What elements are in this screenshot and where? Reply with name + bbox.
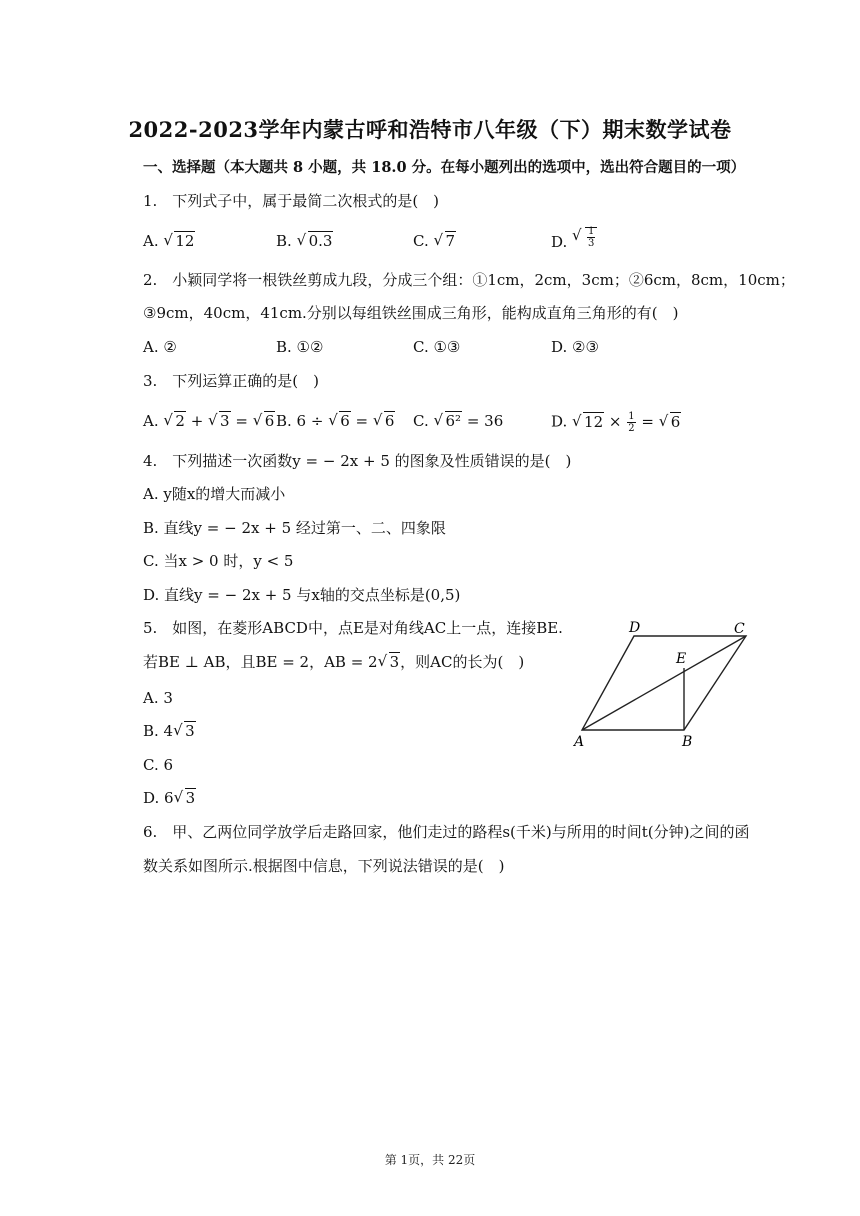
- question-1-stem: 1. 下列式子中，属于最简二次根式的是( ): [143, 192, 440, 210]
- question-6-stem-line1: 6. 甲、乙两位同学放学后走路回家，他们走过的路程s(千米)与所用的时间t(分钟)之间的函: [143, 823, 750, 841]
- question-4-option-c: C. 当x > 0 时，y < 5: [143, 552, 294, 570]
- vertex-label-c: C: [734, 621, 745, 637]
- question-3-option-a: A. √ 2 + √ 3 = √ 6: [143, 411, 275, 431]
- question-6-stem-line2: 数关系如图所示.根据图中信息，下列说法错误的是( ): [143, 857, 505, 875]
- question-4-option-b: B. 直线y = − 2x + 5 经过第一、二、四象限: [143, 519, 446, 537]
- vertex-label-a: A: [574, 734, 585, 750]
- rhombus-figure: [566, 616, 766, 752]
- vertex-label-b: B: [682, 734, 693, 750]
- question-3-option-b: B. 6 ÷ √ 6 = √ 6: [276, 411, 395, 431]
- question-4-option-d: D. 直线y = − 2x + 5 与x轴的交点坐标是(0,5): [143, 586, 461, 604]
- vertex-label-d: D: [629, 620, 641, 636]
- question-3-stem: 3. 下列运算正确的是( ): [143, 372, 320, 390]
- page-footer: 第 1页，共 22页: [384, 1153, 476, 1167]
- question-2-stem-line2: ③9cm，40cm，41cm.分别以每组铁丝围成三角形，能构成直角三角形的有( ): [143, 304, 679, 322]
- question-5-option-b: B. 4√ 3: [143, 721, 196, 741]
- question-2-stem-line1: 2. 小颖同学将一根铁丝剪成九段，分成三个组：①1cm，2cm，3cm；②6cm，8cm，10cm；: [143, 271, 795, 289]
- question-5-stem-line1: 5. 如图，在菱形ABCD中，点E是对角线AC上一点，连接BE.: [143, 619, 563, 637]
- section-heading-choice: 一、选择题（本大题共 8 小题，共 18.0 分。在每小题列出的选项中，选出符合题目的一项）: [143, 159, 746, 176]
- point-label-e: E: [676, 651, 687, 667]
- question-5-option-c: C. 6: [143, 756, 174, 774]
- question-5-option-d: D. 6√ 3: [143, 788, 196, 808]
- page-title: 2022-2023学年内蒙古呼和浩特市八年级（下）期末数学试卷: [128, 117, 732, 142]
- question-2-option-d: D. ②③: [551, 338, 599, 356]
- question-1-option-c: C. √ 7: [413, 231, 456, 251]
- question-4-option-a: A. y随x的增大而减小: [143, 485, 286, 503]
- question-3-option-c: C. √ 6² = 36: [413, 411, 503, 431]
- question-2-option-a: A. ②: [143, 338, 177, 356]
- question-1-option-a: A. √ 12: [143, 231, 195, 251]
- question-1-option-d: D. √ $\frac{1}{3}$: [551, 226, 597, 249]
- question-3-option-d: D. √ 12 × $\frac{1}{2}$ = √ 6: [551, 411, 681, 434]
- question-5-option-a: A. 3: [143, 689, 173, 707]
- question-2-option-c: C. ①③: [413, 338, 461, 356]
- question-5-stem-line2: 若BE ⊥ AB，且BE = 2，AB = 2√ 3，则AC的长为( ): [143, 652, 524, 672]
- question-2-option-b: B. ①②: [276, 338, 324, 356]
- question-4-stem: 4. 下列描述一次函数y = − 2x + 5 的图象及性质错误的是( ): [143, 452, 572, 470]
- question-1-option-b: B. √ 0.3: [276, 231, 333, 251]
- diagonal-ac: [582, 636, 746, 730]
